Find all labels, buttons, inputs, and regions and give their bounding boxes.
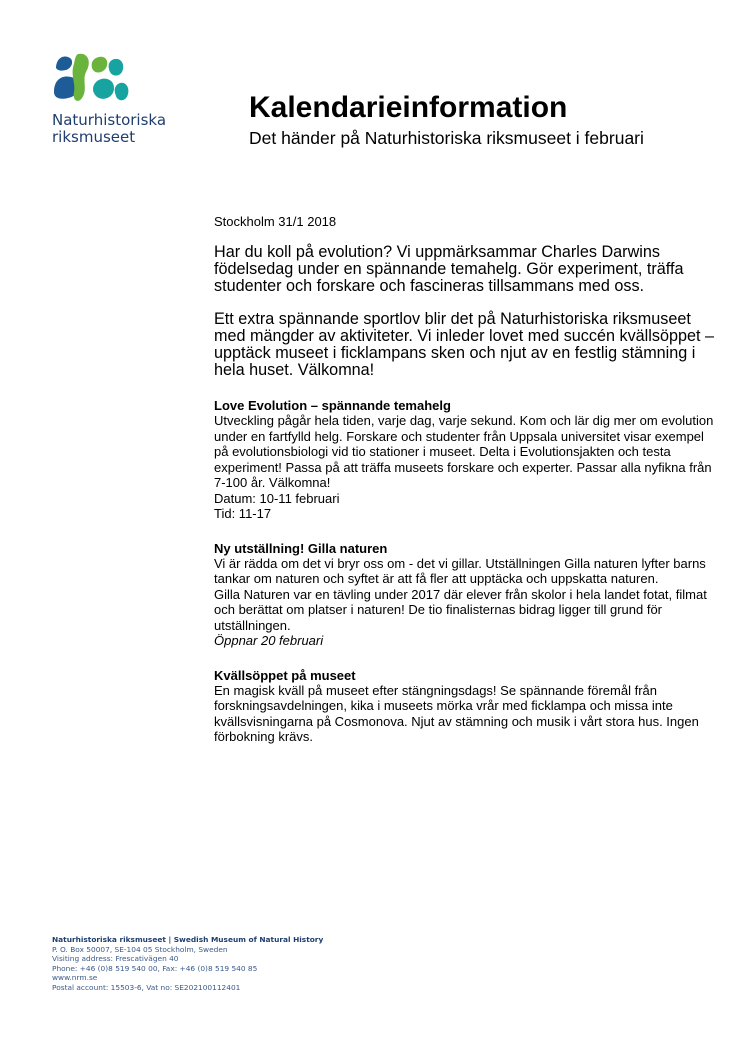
footer-org: Naturhistoriska riksmuseet | Swedish Museum of Natural History [52,935,324,944]
event-heading: Ny utställning! Gilla naturen [214,540,388,556]
event-opening: Öppnar 20 februari [214,633,324,649]
page-title: Kalendarieinformation [249,91,568,124]
dateline: Stockholm 31/1 2018 [214,214,337,229]
intro-paragraph: Har du koll på evolution? Vi uppmärksammar Charles Darwins födelsedag under en spännande temahelg. Gör experiment, träffa studenter och forskare och fascineras tillsammans med oss. [214,243,684,295]
logo-wordmark [52,112,166,146]
document-body [214,214,714,745]
footer-line: Phone: +46 (0)8 519 540 00, Fax: +46 (0)8 519 540 85 [52,963,258,973]
document-header [249,90,709,148]
event-heading: Kvällsöppet på museet [214,667,356,683]
logo-teal-shape [109,59,124,76]
event-body: Gilla Naturen var en tävling under 2017 där elever från skolor i hela landet fotat, filmat och berättat om platser i naturen! De tio finalisternas bidrag ligger till grund för utställningen. [214,586,707,633]
intro-paragraph: Ett extra spännande sportlov blir det på Naturhistoriska riksmuseet med mängder av aktiviteter. Vi inleder lovet med succén kvällsöppet – upptäck museet i ficklampans sken och njut av en festlig stämning i hela huset. Välkomna! [214,310,714,380]
event-body: Vi är rädda om det vi bryr oss om - det vi gillar. Utställningen Gilla naturen lyfter barns tankar om naturen och syftet är att få fler att upptäcka och uppskatta naturen. [214,555,706,587]
footer-line: P. O. Box 50007, SE-104 05 Stockholm, Sweden [52,944,228,954]
event-section [214,542,714,649]
event-time: Tid: 11-17 [214,506,272,522]
museum-logo-icon [52,52,132,106]
logo-line: Naturhistoriska [52,111,167,129]
logo-blue-shape [56,56,72,70]
logo-teal-shape [115,83,129,101]
event-date: Datum: 10-11 februari [214,490,340,506]
logo-green-shape [92,57,108,73]
logo-green-shape [73,54,89,101]
footer-line: Postal account: 15503-6, Vat no: SE202100112401 [52,982,241,992]
event-body: Utveckling pågår hela tiden, varje dag, varje sekund. Kom och lär dig mer om evolution under en fartfylld helg. Forskare och studenter från Uppsala universitet visar exempel på evolutionsbiologi vid tio stationer i museet. Delta i Evolutionsjakten och testa experiment! Passa på att träffa museets forskare och experter. Passar alla nyfikna från 7-100 år. Välkomna! [214,413,714,491]
footer-line: Visiting address: Frescativägen 40 [52,954,179,964]
page-subtitle: Det händer på Naturhistoriska riksmuseet i februari [249,128,644,148]
event-section [214,669,714,745]
logo-teal-shape [93,79,114,99]
footer-link[interactable]: www.nrm.se [52,973,98,983]
logo-line: riksmuseet [52,128,136,146]
event-section [214,399,714,522]
footer [52,935,323,993]
event-body: En magisk kväll på museet efter stängningsdags! Se spännande föremål från forskningsavdelningen, kika i museets mörka vrår med ficklampa och missa inte kvällsvisningarna på Cosmonova. Njut av stämning och musik i vårt stora hus. Ingen förbokning krävs. [214,682,699,745]
event-heading: Love Evolution – spännande temahelg [214,398,451,414]
